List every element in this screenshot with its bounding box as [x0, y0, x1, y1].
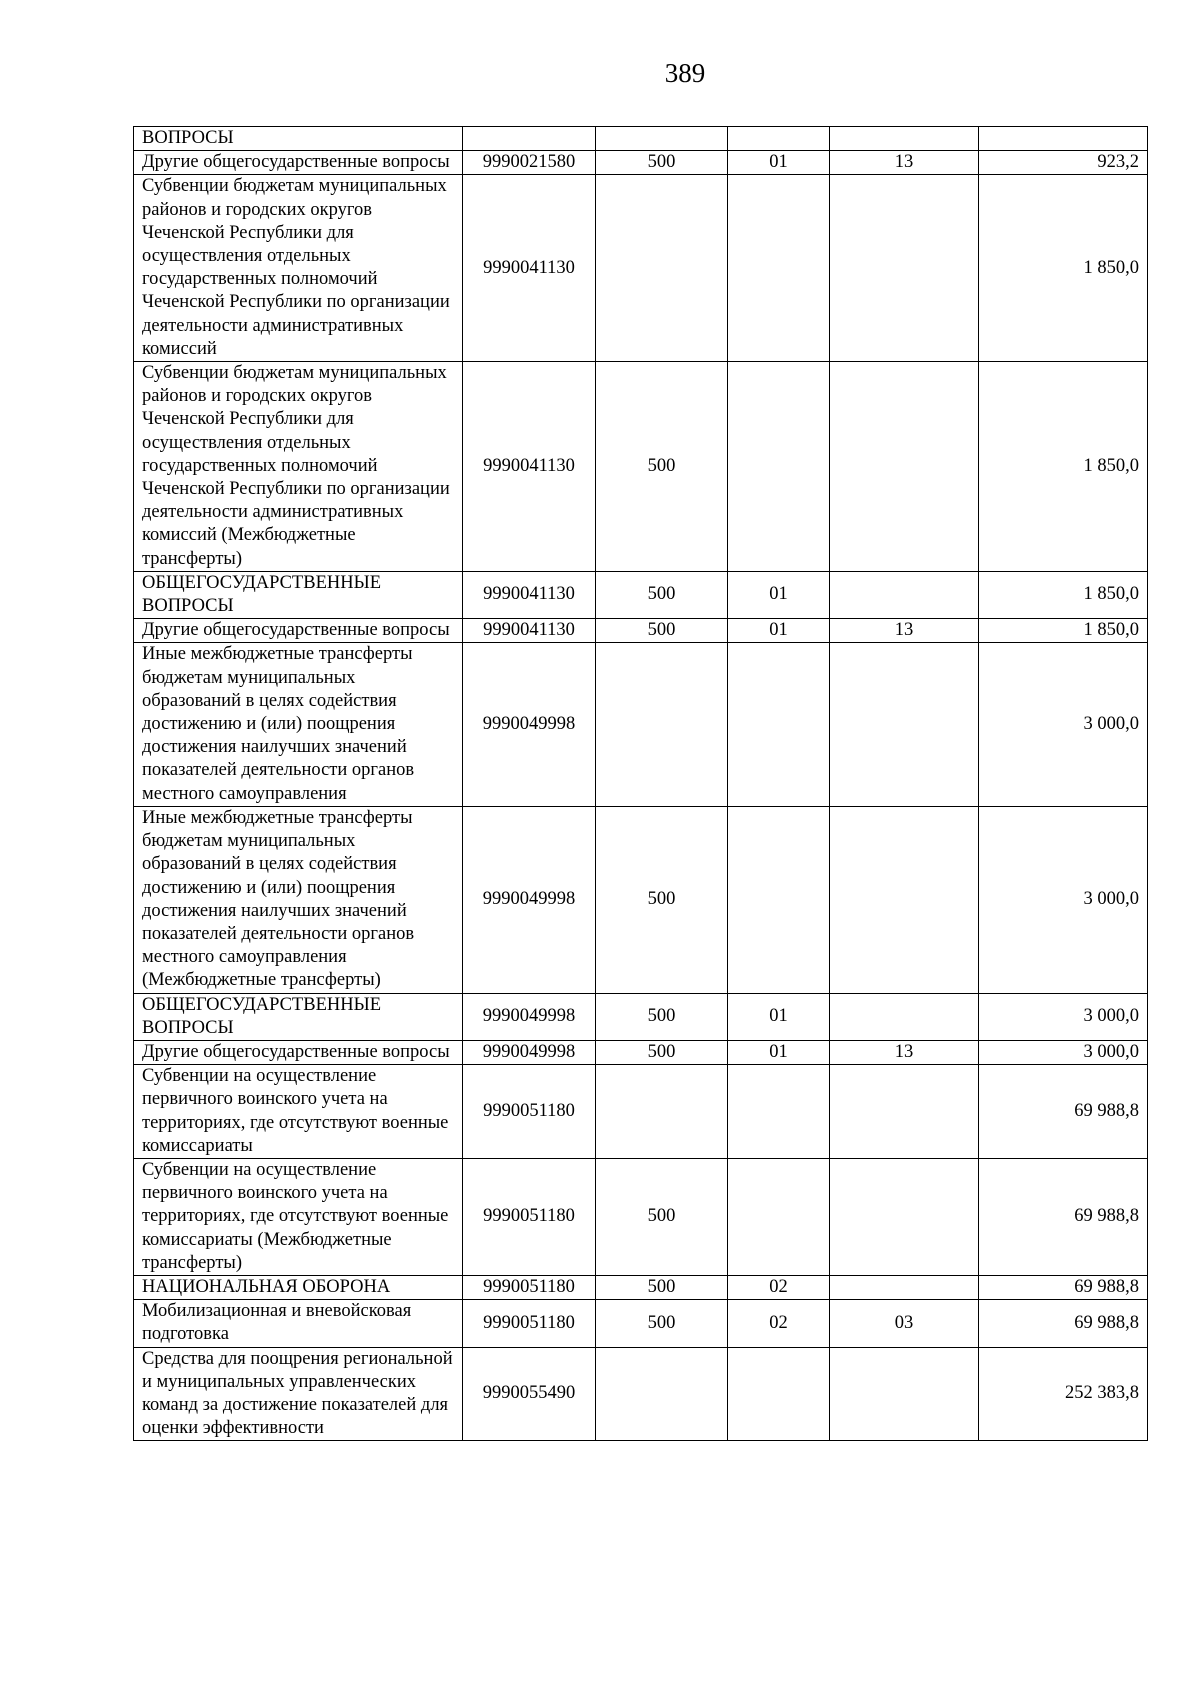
row-amount-cell: 1 850,0 [979, 175, 1148, 362]
row-subsection-cell [830, 1347, 979, 1441]
row-code-cell: 9990049998 [463, 806, 596, 993]
row-type-cell: 500 [596, 362, 728, 572]
row-section-cell: 02 [728, 1300, 830, 1347]
row-type-cell: 500 [596, 571, 728, 618]
row-subsection-cell [830, 993, 979, 1040]
row-section-cell [728, 175, 830, 362]
row-type-cell [596, 1347, 728, 1441]
row-type-cell: 500 [596, 1300, 728, 1347]
row-section-cell: 01 [728, 619, 830, 643]
row-subsection-cell [830, 175, 979, 362]
row-amount-cell: 923,2 [979, 151, 1148, 175]
row-subsection-cell [830, 643, 979, 806]
row-code-cell: 9990041130 [463, 362, 596, 572]
row-section-cell [728, 643, 830, 806]
row-name-cell: Субвенции бюджетам муниципальных районов и городских округов Чеченской Республики для осуществления отдельных государственных полномочий Чеченской Республики по организации деятельности административных комиссий (Межбюджетные трансферты) [134, 362, 463, 572]
row-section-cell [728, 1158, 830, 1275]
row-subsection-cell [830, 127, 979, 151]
table-row [134, 1040, 1148, 1064]
row-type-cell: 500 [596, 806, 728, 993]
row-section-cell [728, 1065, 830, 1159]
row-subsection-cell [830, 1065, 979, 1159]
row-name-cell: Субвенции на осуществление первичного воинского учета на территориях, где отсутствуют военные комиссариаты [134, 1065, 463, 1159]
table-row [134, 619, 1148, 643]
row-code-cell [463, 127, 596, 151]
row-amount-cell: 3 000,0 [979, 806, 1148, 993]
row-code-cell: 9990051180 [463, 1275, 596, 1299]
row-amount-cell [979, 127, 1148, 151]
row-amount-cell: 3 000,0 [979, 643, 1148, 806]
row-code-cell: 9990049998 [463, 1040, 596, 1064]
row-code-cell: 9990021580 [463, 151, 596, 175]
row-name-cell: НАЦИОНАЛЬНАЯ ОБОРОНА [134, 1275, 463, 1299]
row-type-cell: 500 [596, 1158, 728, 1275]
row-name-cell: Мобилизационная и вневойсковая подготовка [134, 1300, 463, 1347]
table-row [134, 151, 1148, 175]
table-row [134, 1300, 1148, 1347]
row-subsection-cell: 03 [830, 1300, 979, 1347]
row-subsection-cell: 13 [830, 619, 979, 643]
row-amount-cell: 69 988,8 [979, 1158, 1148, 1275]
row-subsection-cell [830, 1275, 979, 1299]
row-name-cell: Иные межбюджетные трансферты бюджетам муниципальных образований в целях содействия достижению и (или) поощрения достижения наилучших значений показателей деятельности органов местного самоуправления [134, 643, 463, 806]
row-name-cell: Субвенции бюджетам муниципальных районов и городских округов Чеченской Республики для осуществления отдельных государственных полномочий Чеченской Республики по организации деятельности административных комиссий [134, 175, 463, 362]
table-row [134, 643, 1148, 806]
row-section-cell: 01 [728, 571, 830, 618]
row-code-cell: 9990041130 [463, 571, 596, 618]
row-code-cell: 9990051180 [463, 1065, 596, 1159]
row-amount-cell: 69 988,8 [979, 1275, 1148, 1299]
row-section-cell: 01 [728, 151, 830, 175]
row-amount-cell: 69 988,8 [979, 1300, 1148, 1347]
row-name-cell: Иные межбюджетные трансферты бюджетам муниципальных образований в целях содействия достижению и (или) поощрения достижения наилучших значений показателей деятельности органов местного самоуправления (Межбюджетные трансферты) [134, 806, 463, 993]
row-name-cell: ВОПРОСЫ [134, 127, 463, 151]
row-code-cell: 9990051180 [463, 1158, 596, 1275]
row-amount-cell: 1 850,0 [979, 619, 1148, 643]
row-type-cell: 500 [596, 1275, 728, 1299]
row-section-cell [728, 127, 830, 151]
row-name-cell: Субвенции на осуществление первичного воинского учета на территориях, где отсутствуют военные комиссариаты (Межбюджетные трансферты) [134, 1158, 463, 1275]
row-amount-cell: 3 000,0 [979, 1040, 1148, 1064]
row-section-cell: 02 [728, 1275, 830, 1299]
table-row [134, 362, 1148, 572]
row-subsection-cell: 13 [830, 1040, 979, 1064]
budget-table-body [134, 127, 1148, 1441]
row-section-cell: 01 [728, 993, 830, 1040]
row-section-cell [728, 362, 830, 572]
table-row [134, 175, 1148, 362]
row-subsection-cell [830, 1158, 979, 1275]
table-row [134, 571, 1148, 618]
row-name-cell: Другие общегосударственные вопросы [134, 619, 463, 643]
row-code-cell: 9990051180 [463, 1300, 596, 1347]
row-name-cell: ОБЩЕГОСУДАРСТВЕННЫЕ ВОПРОСЫ [134, 571, 463, 618]
row-type-cell [596, 175, 728, 362]
row-code-cell: 9990055490 [463, 1347, 596, 1441]
row-code-cell: 9990041130 [463, 619, 596, 643]
row-type-cell [596, 643, 728, 806]
row-type-cell [596, 1065, 728, 1159]
table-row [134, 806, 1148, 993]
row-section-cell [728, 1347, 830, 1441]
row-subsection-cell [830, 806, 979, 993]
table-row [134, 1275, 1148, 1299]
row-code-cell: 9990041130 [463, 175, 596, 362]
row-name-cell: Другие общегосударственные вопросы [134, 1040, 463, 1064]
row-type-cell: 500 [596, 151, 728, 175]
table-row [134, 993, 1148, 1040]
row-code-cell: 9990049998 [463, 643, 596, 806]
page-number: 389 [664, 58, 706, 88]
row-type-cell: 500 [596, 1040, 728, 1064]
row-name-cell: ОБЩЕГОСУДАРСТВЕННЫЕ ВОПРОСЫ [134, 993, 463, 1040]
budget-table [133, 126, 1148, 1441]
row-amount-cell: 69 988,8 [979, 1065, 1148, 1159]
row-section-cell [728, 806, 830, 993]
row-section-cell: 01 [728, 1040, 830, 1064]
table-row [134, 1065, 1148, 1159]
row-subsection-cell: 13 [830, 151, 979, 175]
row-name-cell: Другие общегосударственные вопросы [134, 151, 463, 175]
row-amount-cell: 3 000,0 [979, 993, 1148, 1040]
row-type-cell: 500 [596, 993, 728, 1040]
row-type-cell [596, 127, 728, 151]
table-row [134, 127, 1148, 151]
row-subsection-cell [830, 362, 979, 572]
table-row [134, 1347, 1148, 1441]
row-amount-cell: 1 850,0 [979, 362, 1148, 572]
table-row [134, 1158, 1148, 1275]
row-subsection-cell [830, 571, 979, 618]
row-code-cell: 9990049998 [463, 993, 596, 1040]
row-name-cell: Средства для поощрения региональной и муниципальных управленческих команд за достижение показателей для оценки эффективности [134, 1347, 463, 1441]
row-amount-cell: 1 850,0 [979, 571, 1148, 618]
row-amount-cell: 252 383,8 [979, 1347, 1148, 1441]
row-type-cell: 500 [596, 619, 728, 643]
